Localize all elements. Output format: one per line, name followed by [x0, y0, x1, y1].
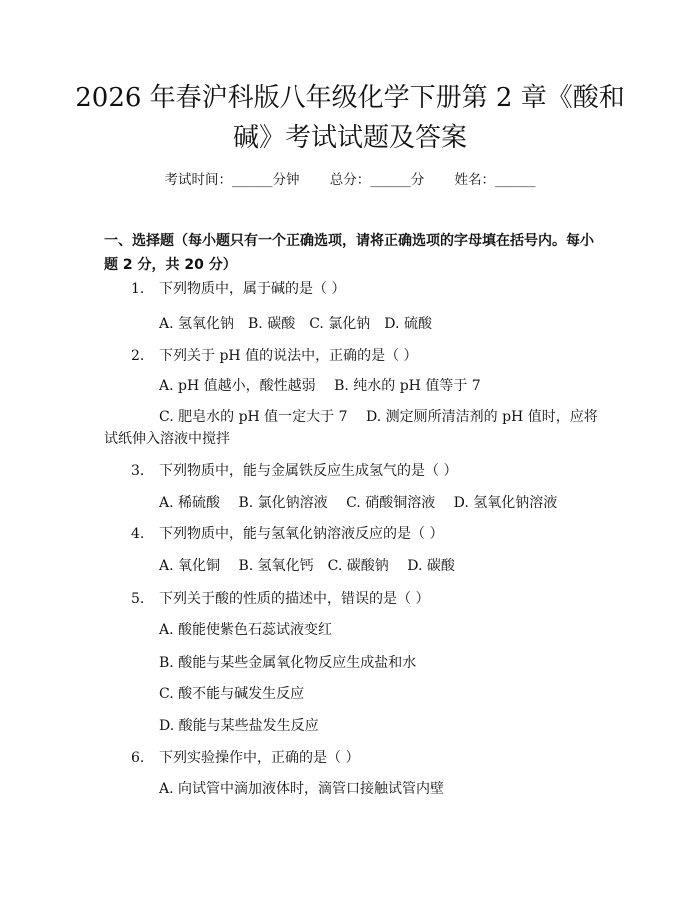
question-6: [131, 748, 359, 768]
question-2-options-ab: A. pH 值越小，酸性越弱 B. 纯水的 pH 值等于 7: [159, 378, 481, 394]
question-number: 2.: [131, 348, 145, 364]
student-name: 姓名：______: [454, 172, 536, 188]
section-heading: 一、选择题（每小题只有一个正确选项，请将正确选项的字母填在括号内。每小题 2 分，共 20 分）: [104, 233, 594, 273]
question-6-option-a: A. 向试管中滴加液体时，滴管口接触试管内壁: [159, 781, 445, 797]
question-2: [131, 346, 418, 366]
question-text: 下列关于酸的性质的描述中，错误的是（ ）: [159, 591, 430, 607]
question-text: 下列物质中，能与氢氧化钠溶液反应的是（ ）: [159, 526, 444, 542]
total-score: 总分：______分: [329, 172, 425, 188]
question-1-options: A. 氢氧化钠 B. 碳酸 C. 氯化钠 D. 硫酸: [159, 316, 432, 332]
question-text: 下列关于 pH 值的说法中，正确的是（ ）: [159, 348, 418, 364]
question-number: 5.: [131, 591, 145, 607]
question-text: 下列实验操作中，正确的是（ ）: [159, 750, 360, 766]
question-5-option-b: B. 酸能与某些金属氧化物反应生成盐和水: [159, 655, 417, 671]
question-2-options-cd: C. 肥皂水的 pH 值一定大于 7 D. 测定厕所清洁剂的 pH 值时，应将试纸伸入溶液中搅拌: [104, 409, 598, 447]
exam-time: 考试时间：______分钟: [164, 172, 300, 188]
question-number: 4.: [131, 526, 145, 542]
question-3-options: A. 稀硫酸 B. 氯化钠溶液 C. 硝酸铜溶液 D. 氢氧化钠溶液: [159, 495, 558, 511]
question-text: 下列物质中，属于碱的是（ ）: [159, 281, 346, 297]
question-4-options: A. 氧化铜 B. 氢氧化钙 C. 碳酸钠 D. 碳酸: [159, 558, 455, 574]
question-number: 6.: [131, 750, 145, 766]
exam-meta: [0, 168, 700, 188]
question-5: [131, 589, 429, 609]
question-3: [131, 461, 457, 481]
question-4: [131, 524, 443, 544]
question-5-option-d: D. 酸能与某些盐发生反应: [159, 718, 319, 734]
page-title: 2026 年春沪科版八年级化学下册第 2 章《酸和碱》考试试题及答案: [75, 83, 625, 153]
question-text: 下列物质中，能与金属铁反应生成氢气的是（ ）: [159, 463, 458, 479]
question-1: [131, 279, 345, 299]
question-5-option-c: C. 酸不能与碱发生反应: [159, 686, 305, 702]
question-5-option-a: A. 酸能使紫色石蕊试液变红: [159, 622, 333, 638]
question-number: 1.: [131, 281, 145, 297]
question-number: 3.: [131, 463, 145, 479]
